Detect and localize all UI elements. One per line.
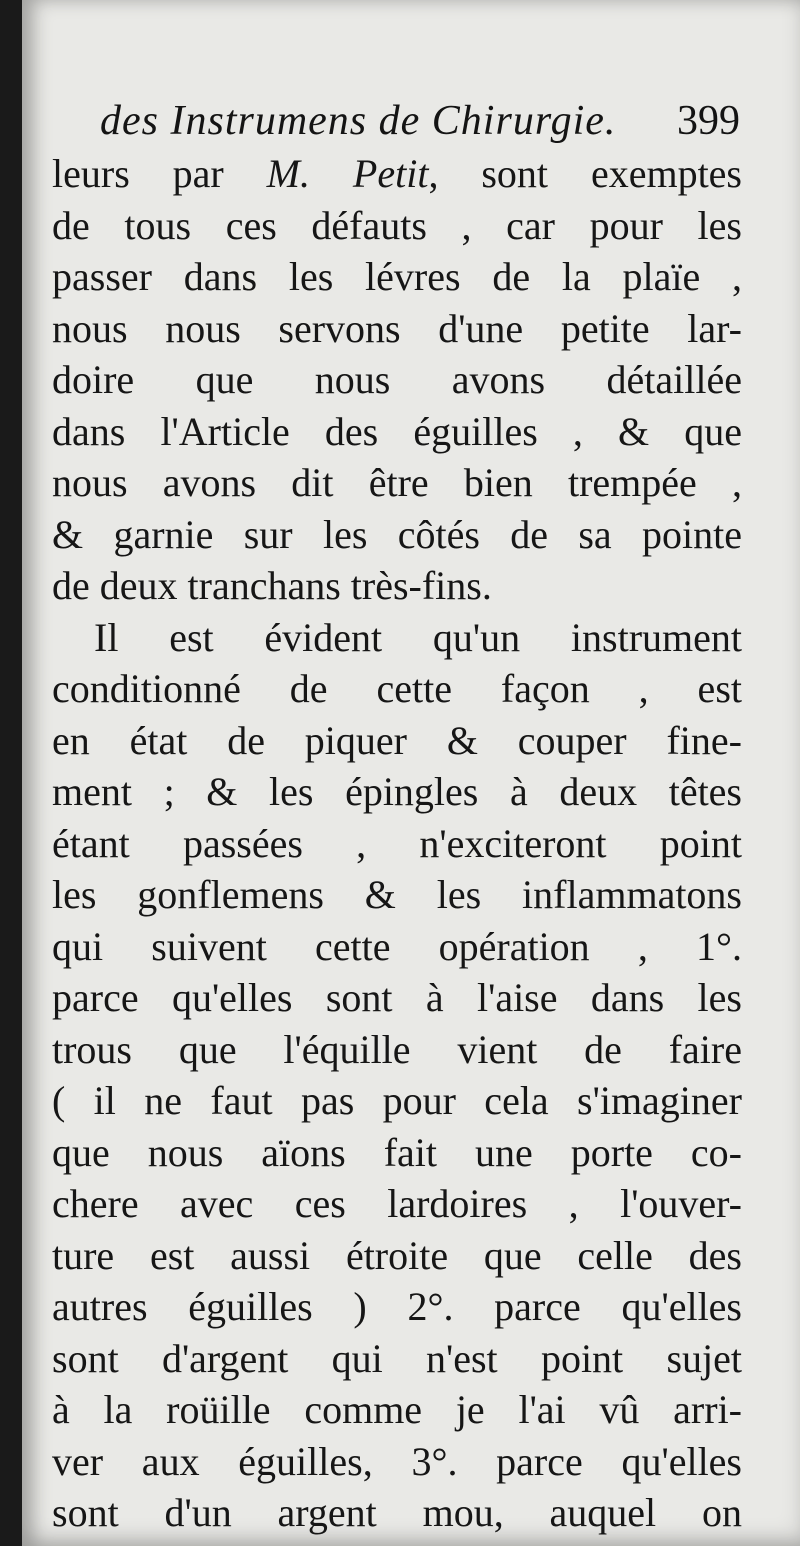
- text-line: passer dans les lévres de la plaïe ,: [52, 254, 742, 299]
- running-head-title: des Instrumens de Chirurgie.: [100, 98, 617, 144]
- text-line: ture est aussi étroite que celle des: [52, 1232, 742, 1278]
- text-line: ver aux éguilles, 3°. parce qu'elles: [52, 1438, 742, 1484]
- book-page: [22, 0, 800, 1546]
- text-line: dans l'Article des éguilles , & que: [52, 408, 742, 454]
- text-line: autres éguilles ) 2°. parce qu'elles: [52, 1284, 742, 1329]
- body-text: [52, 148, 742, 1539]
- text-line: sont d'un argent mou, auquel on: [52, 1490, 742, 1535]
- text-line: étant passées , n'exciteront point: [52, 820, 742, 866]
- text-line: nous avons dit être bien trempée ,: [52, 460, 742, 505]
- text-line: les gonflemens & les inflammatons: [52, 872, 742, 917]
- text-line: parce qu'elles sont à l'aise dans les: [52, 975, 742, 1020]
- text-line: nous nous servons d'une petite lar-: [52, 305, 742, 351]
- text-line: & garnie sur les côtés de sa pointe: [52, 511, 742, 557]
- text-line: trous que l'équille vient de faire: [52, 1026, 742, 1072]
- page-number: 399: [677, 98, 740, 144]
- text-line: qui suivent cette opération , 1°.: [52, 923, 742, 969]
- text-line: leurs par M. Petit, sont exemptes: [52, 151, 743, 196]
- text-line: sont d'argent qui n'est point sujet: [52, 1335, 742, 1381]
- text-line: que nous aïons fait une porte co-: [52, 1129, 742, 1175]
- text-line: conditionné de cette façon , est: [52, 666, 742, 711]
- text-line: ment ; & les épingles à deux têtes: [52, 769, 742, 814]
- text-line: chere avec ces lardoires , l'ouver-: [52, 1181, 742, 1226]
- text-line: en état de piquer & couper fine-: [52, 717, 742, 763]
- text-line: à la roüille comme je l'ai vû arri-: [52, 1387, 742, 1432]
- text-line: de tous ces défauts , car pour les: [52, 202, 742, 248]
- running-head: [100, 96, 740, 146]
- text-line: doire que nous avons détaillée: [52, 357, 742, 402]
- text-line: Il est évident qu'un instrument: [94, 614, 742, 660]
- text-line: de deux tranchans très-fins.: [52, 563, 492, 608]
- text-line: ( il ne faut pas pour cela s'imaginer: [52, 1078, 742, 1123]
